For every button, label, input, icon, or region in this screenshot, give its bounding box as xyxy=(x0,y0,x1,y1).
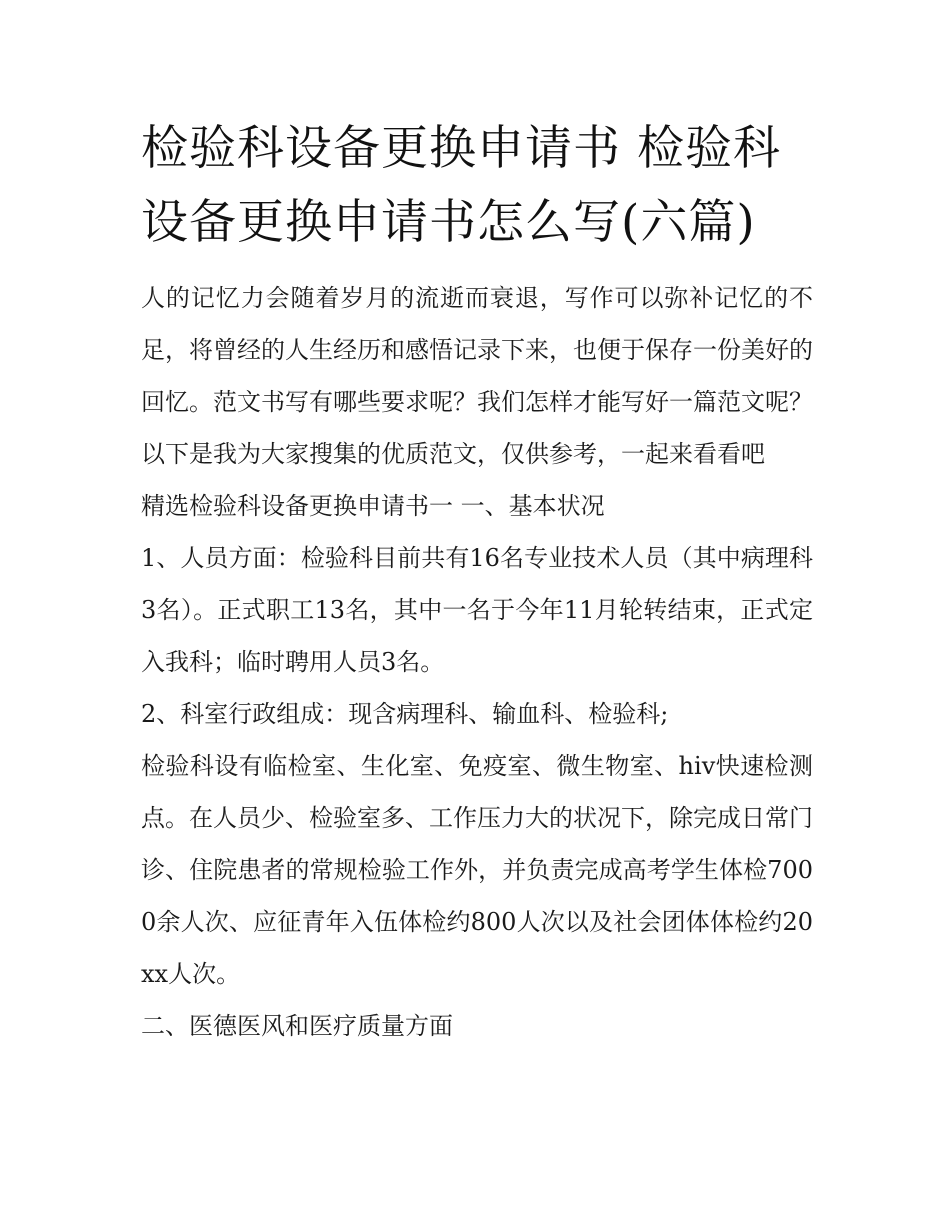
section-heading-medical-ethics: 二、医德医风和医疗质量方面 xyxy=(141,1012,453,1040)
paragraph-lab-rooms: 检验科设有临检室、生化室、免疫室、微生物室、hiv快速检测点。在人员少、检验室多、工作压力大的状况下，除完成日常门诊、住院患者的常规检验工作外，并负责完成高考学生体检7000余人次、应征青年入伍体检约800人次以及社会团体体检约20xx人次。 xyxy=(141,752,813,988)
document-body xyxy=(141,112,813,1052)
paragraph-department-composition: 2、科室行政组成：现含病理科、输血科、检验科; xyxy=(141,700,669,728)
document-title: 检验科设备更换申请书 检验科设备更换申请书怎么写(六篇) xyxy=(141,121,781,250)
section-heading-basic-status: 精选检验科设备更换申请书一 一、基本状况 xyxy=(141,492,605,520)
paragraph-staff: 1、人员方面：检验科目前共有16名专业技术人员（其中病理科3名）。正式职工13名，其中一名于今年11月轮转结束，正式定入我科；临时聘用人员3名。 xyxy=(141,544,813,676)
intro-paragraph: 人的记忆力会随着岁月的流逝而衰退，写作可以弥补记忆的不足，将曾经的人生经历和感悟记录下来，也便于保存一份美好的回忆。范文书写有哪些要求呢？我们怎样才能写好一篇范文呢？以下是我为大家搜集的优质范文，仅供参考，一起来看看吧 xyxy=(141,284,813,468)
